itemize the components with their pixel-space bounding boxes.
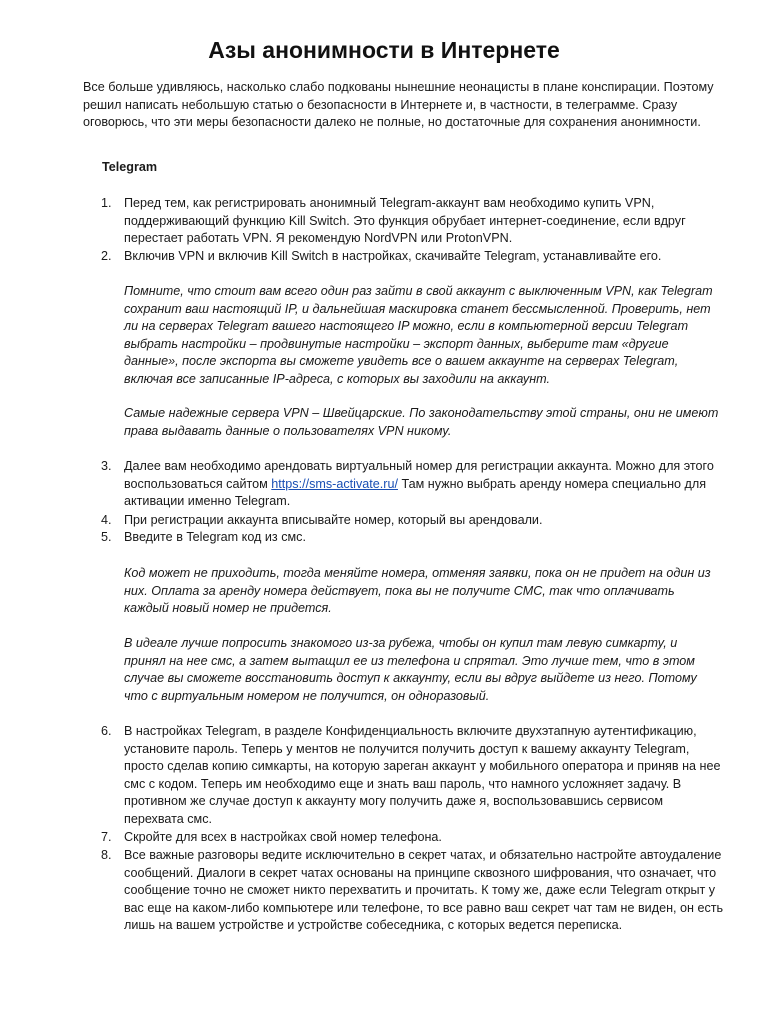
list-item-text: При регистрации аккаунта вписывайте номер, который вы арендовали.: [124, 513, 543, 527]
list-number: 4.: [101, 513, 112, 527]
note-vpn-servers: Самые надежные сервера VPN – Швейцарские. По законодательству этой страны, они не имеют права выдавать данные о пользователях VPN никому.: [124, 406, 719, 438]
note-sms-code: Код может не приходить, тогда меняйте номера, отменяя заявки, пока он не придет на один из них. Оплата за аренду номера действует, пока вы не получите СМС, так что оплачивать каждый новый номер не придется.: [124, 566, 711, 616]
intro-paragraph: Все больше удивляюсь, насколько слабо подкованы нынешние неонацисты в плане конспирации. Поэтому решил написать небольшую статью о безопасности в Интернете и, в частности, в телеграмме. Сразу оговорюсь, что эти меры безопасности далеко не полные, но достаточные для сохранения анонимности.: [83, 80, 714, 130]
list-item-text: Введите в Telegram код из смс.: [124, 530, 306, 544]
list-number: 8.: [101, 848, 112, 862]
document-title: Азы анонимности в Интернете: [208, 37, 560, 63]
list-item-text: Перед тем, как регистрировать анонимный Telegram-аккаунт вам необходимо купить VPN, поддерживающий функцию Kill Switch. Это функция обрубает интернет-соединение, если вдруг перестает работать VPN. Я рекомендую NordVPN или ProtonVPN.: [124, 196, 686, 246]
list-number: 6.: [101, 724, 112, 738]
note-ip-warning: Помните, что стоит вам всего один раз зайти в свой аккаунт с выключенным VPN, как Telegram сохранит ваш настоящий IP, и дальнейшая маскировка станет бессмысленной. Проверить, нет ли на серверах Telegram вашего настоящего IP можно, если в компьютерной версии Telegram выбрать настройки – продвинутые настройки – экспорт данных, выберите там «другие данные», после экспорта вы сможете увидеть все о вашем аккаунте на серверах Telegram, включая все записанные IP-адреса, с которых вы заходили на аккаунт.: [124, 284, 713, 386]
list-item-text: Включив VPN и включив Kill Switch в настройках, скачивайте Telegram, устанавливайте его.: [124, 249, 662, 263]
list-number: 7.: [101, 830, 112, 844]
section-heading: Telegram: [102, 160, 158, 174]
list-number: 1.: [101, 196, 112, 210]
list-item-text: [124, 458, 724, 511]
list-item-text: Все важные разговоры ведите исключительно в секрет чатах, и обязательно настройте автоудаление сообщений. Диалоги в секрет чатах основаны на принципе сквозного шифрования, что означает, что сообщение точно не сможет никто перехватить и прочитать. К тому же, даже если Telegram открыт у вас еще на каком-либо компьютере или телефоне, то все равно ваш секрет чат там не виден, он есть лишь на вашем устройстве и устройстве собеседника, с которых ведется переписка.: [124, 848, 724, 933]
list-item-text: В настройках Telegram, в разделе Конфиденциальность включите двухэтапную аутентификацию, установите пароль. Теперь у ментов не получится получить доступ к вашему аккаунту Telegram, просто сделав копию симкарты, на которую зареган аккаунт у мобильного оператора и приняв на нее смс с кодом. Теперь им необходимо еще и знать ваш пароль, что намного усложняет задачу. В противном же случае доступ к аккаунту могу получить даже я, воспользовавшись сервисом перехвата смс.: [124, 724, 721, 826]
note-foreign-sim: В идеале лучше попросить знакомого из-за рубежа, чтобы он купил там левую симкарту, и принял на нее смс, а затем вытащил ее из телефона и спрятал. Это лучше тем, что в этом случае вы сможете восстановить доступ к аккаунту, если вы вдруг выйдете из него. Потому что с виртуальным номером не получится, он одноразовый.: [124, 636, 697, 703]
list-number: 5.: [101, 530, 112, 544]
list-item-text: Скройте для всех в настройках свой номер телефона.: [124, 830, 442, 844]
list-number: 2.: [101, 249, 112, 263]
list-number: 3.: [101, 459, 112, 473]
list-item-text-after-link: Там нужно выбрать аренду номера специально для активации именно Telegram.: [124, 476, 707, 509]
list-item-text-before-link: Далее вам необходимо арендовать виртуальный номер для регистрации аккаунта. Можно для этого воспользоваться сайтом: [124, 459, 714, 491]
sms-activate-link[interactable]: https://sms-activate.ru/: [271, 476, 398, 491]
